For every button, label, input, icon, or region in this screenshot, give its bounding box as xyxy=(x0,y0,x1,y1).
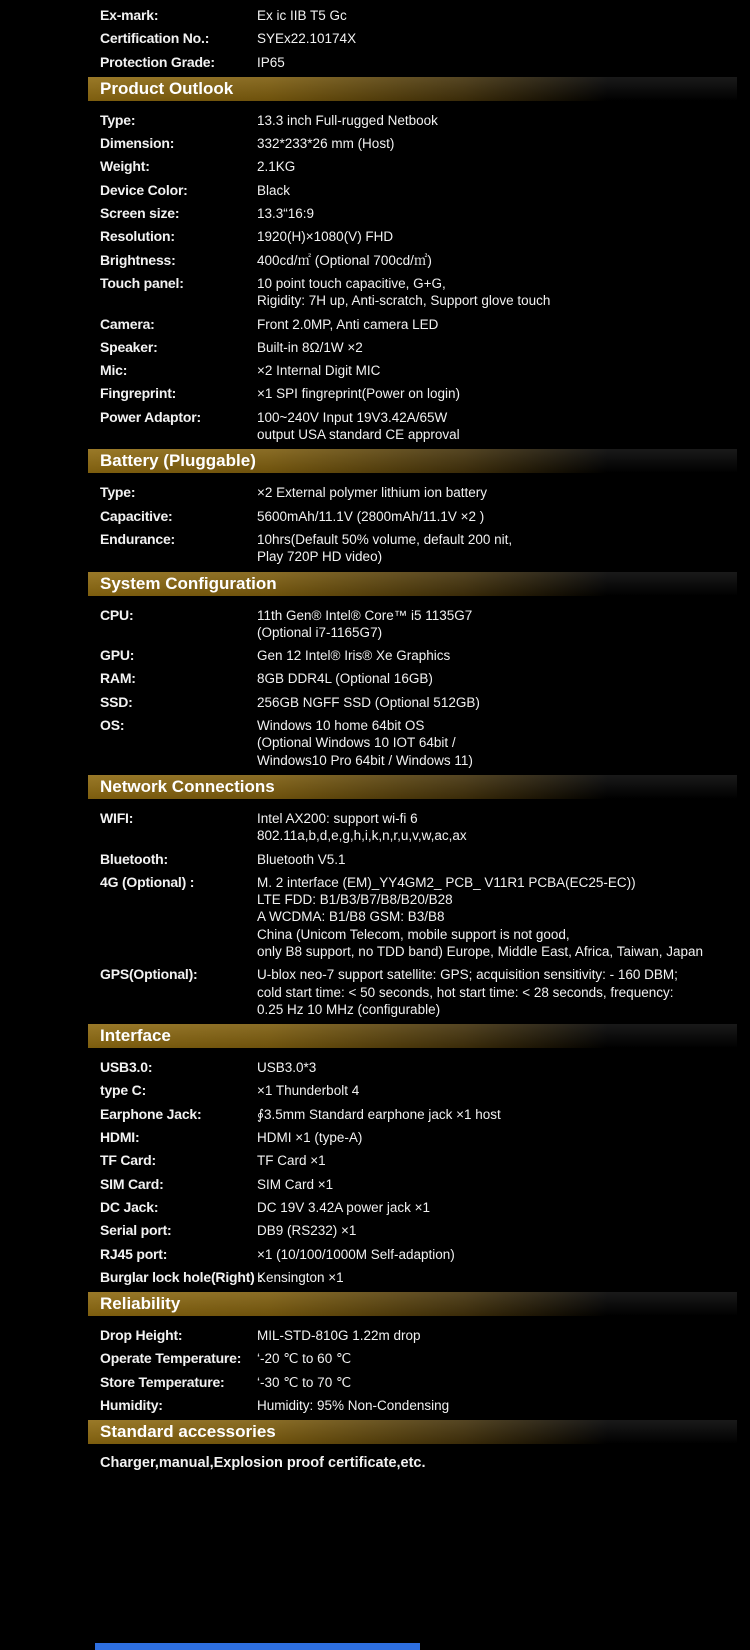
spec-value-line: M. 2 interface (EM)_YY4GM2_ PCB_ V11R1 PCBA(EC25-EC)) xyxy=(257,874,636,890)
spec-label: Mic: xyxy=(100,362,128,379)
section-header: Reliability xyxy=(88,1292,737,1316)
spec-value-line: U-blox neo-7 support satellite: GPS; acquisition sensitivity: - 160 DBM; xyxy=(257,967,678,983)
spec-value xyxy=(257,316,730,333)
spec-value-line: 256GB NGFF SSD (Optional 512GB) xyxy=(257,694,480,710)
spec-label: Camera: xyxy=(100,315,155,332)
spec-row xyxy=(100,54,730,71)
section-header: Battery (Pluggable) xyxy=(88,449,737,473)
spec-row xyxy=(100,1176,730,1193)
spec-value xyxy=(257,1199,730,1216)
spec-value xyxy=(257,1397,730,1414)
spec-value xyxy=(257,1222,730,1239)
spec-label: WIFI: xyxy=(100,809,134,826)
spec-value-line: ×1 SPI fingreprint(Power on login) xyxy=(257,386,460,402)
spec-value-line: cold start time: < 50 seconds, hot start time: < 28 seconds, frequency: xyxy=(257,984,674,1000)
spec-value-line: MIL-STD-810G 1.22m drop xyxy=(257,1328,421,1344)
spec-value xyxy=(257,1059,730,1076)
spec-value-line: 2.1KG xyxy=(257,159,296,175)
spec-label: Resolution: xyxy=(100,228,175,245)
spec-row xyxy=(100,851,730,868)
spec-label: Burglar lock hole(Right) : xyxy=(100,1268,263,1285)
spec-value xyxy=(257,7,730,24)
spec-value-line: ×2 External polymer lithium ion battery xyxy=(257,485,487,501)
spec-row xyxy=(100,670,730,687)
spec-value-line: (Optional i7-1165G7) xyxy=(257,624,383,640)
spec-value-line: Humidity: 95% Non-Condensing xyxy=(257,1398,450,1414)
spec-row xyxy=(100,316,730,333)
spec-value-line: Black xyxy=(257,182,291,198)
spec-value-line: 13.3 inch Full-rugged Netbook xyxy=(257,112,438,128)
spec-label: GPS(Optional): xyxy=(100,966,198,983)
spec-value xyxy=(257,228,730,245)
spec-row xyxy=(100,1082,730,1099)
spec-value-line: Intel AX200: support wi-fi 6 xyxy=(257,810,418,826)
spec-label: GPU: xyxy=(100,647,135,664)
spec-label: Brightness: xyxy=(100,251,176,268)
spec-value xyxy=(257,1176,730,1193)
spec-value xyxy=(257,874,730,960)
spec-label: Power Adaptor: xyxy=(100,408,201,425)
spec-row xyxy=(100,874,730,960)
spec-value xyxy=(257,1374,730,1391)
spec-label: Humidity: xyxy=(100,1397,163,1414)
spec-value-line: 11th Gen® Intel® Core™ i5 1135G7 xyxy=(257,607,473,623)
spec-value-line: SYEx22.10174X xyxy=(257,31,357,47)
section-header: System Configuration xyxy=(88,572,737,596)
spec-row xyxy=(100,1129,730,1146)
spec-row xyxy=(100,1350,730,1367)
spec-value xyxy=(257,54,730,71)
spec-row xyxy=(100,1222,730,1239)
spec-label: Device Color: xyxy=(100,181,188,198)
spec-value-line: ×2 Internal Digit MIC xyxy=(257,363,381,379)
spec-row xyxy=(100,228,730,245)
spec-label: 4G (Optional) : xyxy=(100,873,195,890)
spec-value xyxy=(257,385,730,402)
spec-value-line: DC 19V 3.42A power jack ×1 xyxy=(257,1199,430,1215)
spec-value xyxy=(257,1129,730,1146)
spec-value xyxy=(257,362,730,379)
spec-label: Ex-mark: xyxy=(100,7,159,23)
spec-value-line: IP65 xyxy=(257,54,285,70)
spec-row xyxy=(100,362,730,379)
spec-label: OS: xyxy=(100,717,125,734)
spec-value xyxy=(257,158,730,175)
spec-label: Type: xyxy=(100,484,136,501)
spec-value xyxy=(257,1269,730,1286)
spec-value xyxy=(257,182,730,199)
spec-value-line: 100~240V Input 19V3.42A/65W xyxy=(257,409,448,425)
spec-value-line: 5600mAh/11.1V (2800mAh/11.1V ×2 ) xyxy=(257,508,485,524)
spec-value xyxy=(257,1350,730,1367)
spec-value-line: only B8 support, no TDD band) Europe, Middle East, Africa, Taiwan, Japan xyxy=(257,943,704,959)
spec-value xyxy=(257,694,730,711)
spec-value-line: ‘-30 ℃ to 70 ℃ xyxy=(257,1374,352,1390)
spec-value-line: DB9 (RS232) ×1 xyxy=(257,1223,357,1239)
spec-value xyxy=(257,607,730,642)
spec-value xyxy=(257,670,730,687)
spec-row xyxy=(100,694,730,711)
spec-value xyxy=(257,851,730,868)
spec-label: Dimension: xyxy=(100,135,175,152)
spec-value-line: ‘-20 ℃ to 60 ℃ xyxy=(257,1351,352,1367)
spec-value xyxy=(257,205,730,222)
spec-value xyxy=(257,531,730,566)
spec-value-line: ×1 Thunderbolt 4 xyxy=(257,1083,360,1099)
spec-value-line: ∮3.5mm Standard earphone jack ×1 host xyxy=(257,1106,501,1122)
spec-row xyxy=(100,7,730,24)
spec-value xyxy=(257,252,730,269)
spec-row xyxy=(100,1059,730,1076)
spec-value xyxy=(257,275,730,310)
spec-row xyxy=(100,112,730,129)
section-header: Network Connections xyxy=(88,775,737,799)
spec-value-line: Windows 10 home 64bit OS xyxy=(257,718,425,734)
spec-value-line: TF Card ×1 xyxy=(257,1153,326,1169)
spec-value xyxy=(257,1152,730,1169)
spec-row xyxy=(100,717,730,769)
spec-row xyxy=(100,409,730,444)
spec-row xyxy=(100,135,730,152)
spec-value xyxy=(257,966,730,1018)
spec-row xyxy=(100,1327,730,1344)
spec-value xyxy=(257,1246,730,1263)
spec-value xyxy=(257,647,730,664)
spec-row xyxy=(100,484,730,501)
spec-value-line: China (Unicom Telecom, mobile support is not good, xyxy=(257,926,570,942)
spec-row xyxy=(100,385,730,402)
spec-value xyxy=(257,1327,730,1344)
spec-label: Certification No.: xyxy=(100,30,210,47)
spec-value-line: ×1 (10/100/1000M Self-adaption) xyxy=(257,1246,455,1262)
spec-row xyxy=(100,1152,730,1169)
spec-label: Capacitive: xyxy=(100,507,173,524)
spec-label: Fingreprint: xyxy=(100,385,177,402)
spec-label: Type: xyxy=(100,111,136,128)
spec-row xyxy=(100,810,730,845)
spec-value-line: Rigidity: 7H up, Anti-scratch, Support glove touch xyxy=(257,293,551,309)
spec-value xyxy=(257,1082,730,1099)
spec-row xyxy=(100,1106,730,1123)
spec-label: type C: xyxy=(100,1082,147,1099)
spec-row xyxy=(100,531,730,566)
spec-value-line: LTE FDD: B1/B3/B7/B8/B20/B28 xyxy=(257,892,453,908)
section-header: Standard accessories xyxy=(88,1420,737,1444)
spec-value-line: Play 720P HD video) xyxy=(257,549,383,565)
spec-label: Earphone Jack: xyxy=(100,1105,202,1122)
spec-value-line: 8GB DDR4L (Optional 16GB) xyxy=(257,671,433,687)
spec-value-line: HDMI ×1 (type-A) xyxy=(257,1130,363,1146)
spec-value xyxy=(257,30,730,47)
spec-label: CPU: xyxy=(100,606,134,623)
spec-value xyxy=(257,112,730,129)
spec-label: Weight: xyxy=(100,158,150,175)
spec-label: RAM: xyxy=(100,670,136,687)
spec-label: SSD: xyxy=(100,693,133,710)
spec-value-line: Kensington ×1 xyxy=(257,1269,344,1285)
spec-value-line: 332*233*26 mm (Host) xyxy=(257,136,395,152)
spec-row xyxy=(100,252,730,269)
spec-label: Screen size: xyxy=(100,205,180,222)
spec-value-line: 13.3“16:9 xyxy=(257,206,315,222)
section-header: Interface xyxy=(88,1024,737,1048)
spec-value-line: Bluetooth V5.1 xyxy=(257,851,346,867)
spec-row xyxy=(100,1397,730,1414)
spec-value-line: 400cd/㎡ (Optional 700cd/㎡) xyxy=(257,252,432,268)
spec-label: RJ45 port: xyxy=(100,1245,168,1262)
spec-value-line: 1920(H)×1080(V) FHD xyxy=(257,229,394,245)
spec-row xyxy=(100,1199,730,1216)
spec-value xyxy=(257,135,730,152)
spec-value-line: 10 point touch capacitive, G+G, xyxy=(257,275,446,291)
spec-label: Operate Temperature: xyxy=(100,1350,242,1367)
spec-row xyxy=(100,30,730,47)
spec-value-line: USB3.0*3 xyxy=(257,1060,317,1076)
spec-label: Speaker: xyxy=(100,338,158,355)
spec-label: Bluetooth: xyxy=(100,850,168,867)
spec-row xyxy=(100,1246,730,1263)
accessories-note: Charger,manual,Explosion proof certificate,etc. xyxy=(100,1455,426,1472)
spec-value xyxy=(257,810,730,845)
spec-label: Store Temperature: xyxy=(100,1373,225,1390)
spec-value-line: 10hrs(Default 50% volume, default 200 nit, xyxy=(257,531,513,547)
spec-value xyxy=(257,1106,730,1123)
spec-value xyxy=(257,339,730,356)
spec-value-line: Gen 12 Intel® Iris® Xe Graphics xyxy=(257,648,451,664)
spec-label: SIM Card: xyxy=(100,1175,164,1192)
spec-value xyxy=(257,717,730,769)
spec-row xyxy=(100,508,730,525)
spec-row xyxy=(100,182,730,199)
spec-label: Touch panel: xyxy=(100,274,184,291)
spec-row xyxy=(100,339,730,356)
spec-value xyxy=(257,409,730,444)
spec-row xyxy=(100,158,730,175)
spec-value-line: SIM Card ×1 xyxy=(257,1176,334,1192)
spec-value-line: 0.25 Hz 10 MHz (configurable) xyxy=(257,1001,441,1017)
spec-sections xyxy=(0,77,750,1473)
spec-label: Serial port: xyxy=(100,1222,172,1239)
spec-value xyxy=(257,508,730,525)
spec-value-line: Front 2.0MP, Anti camera LED xyxy=(257,316,439,332)
spec-label: HDMI: xyxy=(100,1129,140,1146)
spec-value xyxy=(257,484,730,501)
spec-value-line: Ex ic IIB T5 Gc xyxy=(257,8,347,23)
spec-row xyxy=(100,1269,730,1286)
spec-label: TF Card: xyxy=(100,1152,156,1169)
spec-value-line: 802.11a,b,d,e,g,h,i,k,n,r,u,v,w,ac,ax xyxy=(257,828,467,844)
spec-value-line: output USA standard CE approval xyxy=(257,427,460,443)
spec-row xyxy=(100,966,730,1018)
spec-value-line: (Optional Windows 10 IOT 64bit / xyxy=(257,735,456,751)
spec-row xyxy=(100,647,730,664)
spec-value-line: Built-in 8Ω/1W ×2 xyxy=(257,339,363,355)
intro-rows xyxy=(0,7,750,71)
spec-row xyxy=(100,607,730,642)
spec-value-line: A WCDMA: B1/B8 GSM: B3/B8 xyxy=(257,909,445,925)
section-header: Product Outlook xyxy=(88,77,737,101)
spec-row xyxy=(100,275,730,310)
spec-row xyxy=(100,1374,730,1391)
spec-value-line: Windows10 Pro 64bit / Windows 11) xyxy=(257,752,473,768)
spec-label: DC Jack: xyxy=(100,1198,159,1215)
spec-label: Protection Grade: xyxy=(100,53,215,70)
spec-label: USB3.0: xyxy=(100,1059,153,1076)
spec-row xyxy=(100,205,730,222)
spec-label: Endurance: xyxy=(100,530,176,547)
bottom-accent-bar xyxy=(95,1643,420,1650)
spec-label: Drop Height: xyxy=(100,1327,183,1344)
